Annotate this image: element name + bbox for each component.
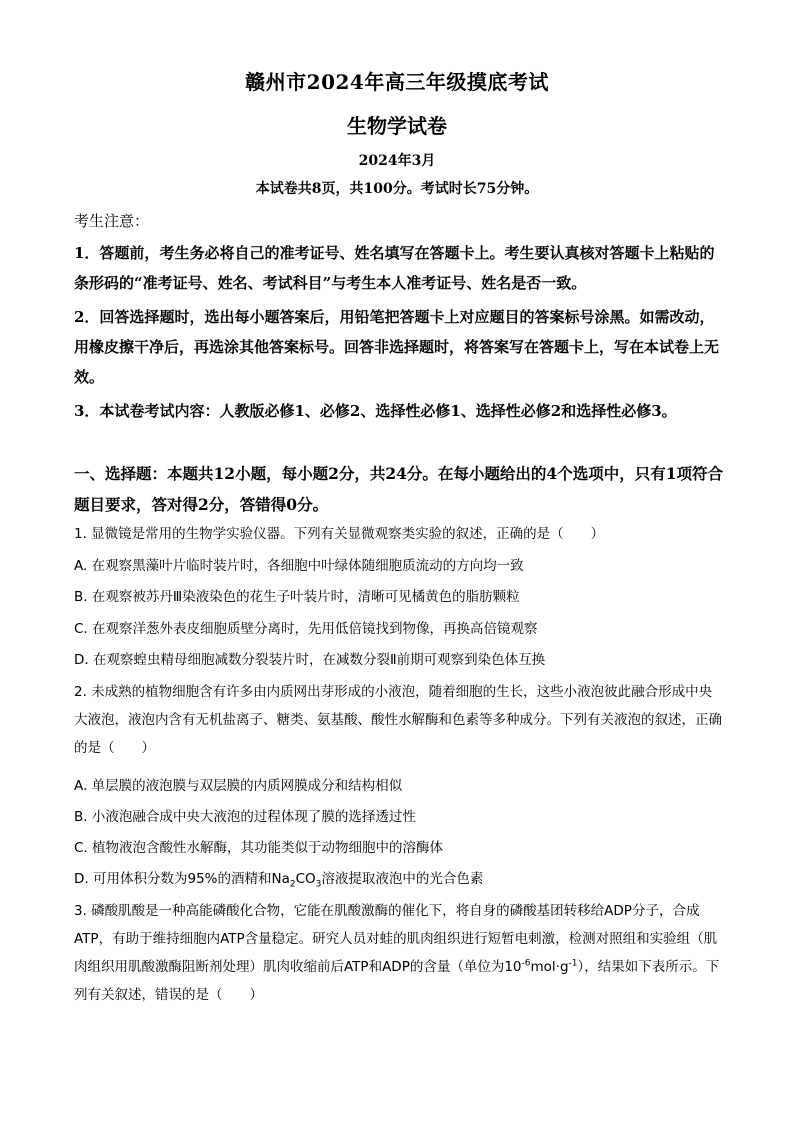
question-3-stem-part-a: 3. 磷酸肌酸是一种高能磷酸化合物，它能在肌酸激酶的催化下，将自身的磷酸基团转移给ADP分子，合成ATP，有助于维持细胞内ATP含量稳定。研究人员对蛙的肌肉组织进行短暂电刺激，检测对照组和实验组（肌肉组织用肌酸激酶阻断剂处理）肌肉收缩前后ATP和ADP的含量（单位为10 xyxy=(74,903,718,975)
unit-exponent-1: -6 xyxy=(521,958,531,969)
question-1-option-d: D. 在观察蝗虫精母细胞减数分裂装片时，在减数分裂Ⅱ前期可观察到染色体互换 xyxy=(74,652,546,668)
formula-co: CO xyxy=(295,871,316,887)
exam-subtitle: 生物学试卷 xyxy=(347,114,447,138)
question-1-stem: 1. 显微镜是常用的生物学实验仪器。下列有关显微观察类实验的叙述，正确的是（ ） xyxy=(74,526,605,542)
question-2-stem: 2. 未成熟的植物细胞含有许多由内质网出芽形成的小液泡，随着细胞的生长，这些小液泡彼此融合形成中央大液泡，液泡内含有无机盐离子、糖类、氨基酸、酸性水解酶和色素等多种成分。下列有关液泡的叙述，正确的是（ ） xyxy=(74,684,722,756)
question-2-option-b: B. 小液泡融合成中央大液泡的过程体现了膜的选择透过性 xyxy=(74,809,416,825)
section-heading: 一、选择题：本题共12小题，每小题2分，共24分。在每小题给出的4个选项中，只有1项符合题目要求，答对得2分，答错得0分。 xyxy=(74,464,723,514)
question-2-option-a: A. 单层膜的液泡膜与双层膜的内质网膜成分和结构相似 xyxy=(74,778,403,794)
question-1-option-a: A. 在观察黑藻叶片临时装片时，各细胞中叶绿体随细胞质流动的方向均一致 xyxy=(74,558,524,574)
question-3-stem-part-b: ），结果如下表所示。下列有关叙述，错误的是（ ） xyxy=(74,959,720,1003)
exam-title: 赣州市2024年高三年级摸底考试 xyxy=(245,70,549,94)
exam-date: 2024年3月 xyxy=(358,153,436,169)
notice-heading: 考生注意： xyxy=(74,212,150,230)
formula-sub-1: 2 xyxy=(289,879,296,890)
question-1-option-b: B. 在观察被苏丹Ⅲ染液染色的花生子叶装片时，清晰可见橘黄色的脂肪颗粒 xyxy=(74,589,520,605)
notice-item-3: 3．本试卷考试内容：人教版必修1、必修2、选择性必修1、选择性必修2和选择性必修3。 xyxy=(74,402,677,420)
formula-sub-2: 3 xyxy=(315,879,322,890)
question-3-stem xyxy=(74,897,724,1009)
question-1-option-c: C. 在观察洋葱外表皮细胞质壁分离时，先用低倍镜找到物像，再换高倍镜观察 xyxy=(74,621,538,637)
unit-exponent-2: -1 xyxy=(568,958,578,969)
question-2-option-d xyxy=(74,869,724,889)
notice-item-2: 2．回答选择题时，选出每小题答案后，用铅笔把答题卡上对应题目的答案标号涂黑。如需改动，用橡皮擦干净后，再选涂其他答案标号。回答非选择题时，将答案写在答题卡上，写在本试卷上无效。 xyxy=(74,308,720,386)
exam-summary: 本试卷共8页，共100分。考试时长75分钟。 xyxy=(255,181,539,197)
unit-mid: mol·g xyxy=(530,959,569,975)
formula-na: Na xyxy=(271,871,290,887)
question-2-option-d-rest: 溶液提取液泡中的光合色素 xyxy=(321,871,484,887)
notice-item-1: 1．答题前，考生务必将自己的准考证号、姓名填写在答题卡上。考生要认真核对答题卡上粘贴的条形码的“准考证号、姓名、考试科目”与考生本人准考证号、姓名是否一致。 xyxy=(74,244,715,292)
question-2-option-c: C. 植物液泡含酸性水解酶，其功能类似于动物细胞中的溶酶体 xyxy=(74,840,444,856)
question-2-option-d-text: D. 可用体积分数为95%的酒精和 xyxy=(74,871,272,887)
